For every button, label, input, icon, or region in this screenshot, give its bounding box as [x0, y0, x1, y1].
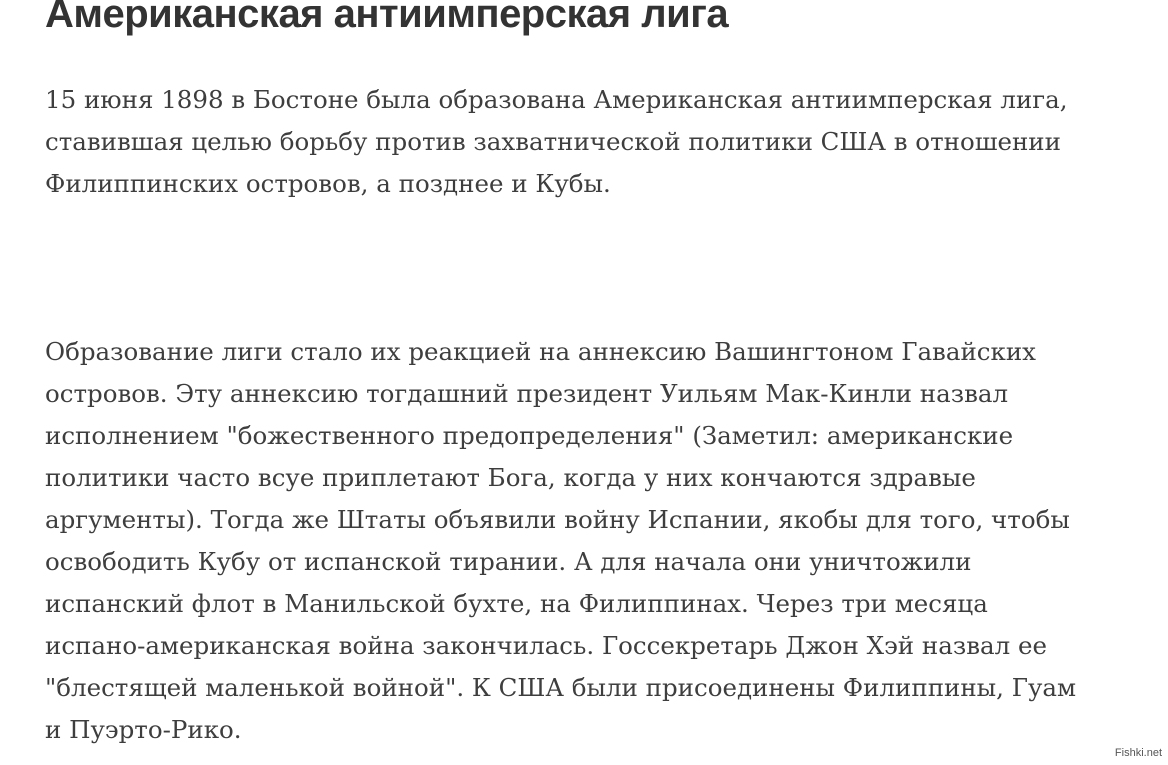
article-title: Американская антиимперская лига — [45, 0, 729, 36]
paragraph-2-line: исполнением "божественного предопределения" (Заметил: американские — [45, 421, 1014, 450]
paragraph-1-line: 15 июня 1898 в Бостоне была образована Американская антиимперская лига, — [45, 85, 1068, 114]
paragraph-2-line: испано-американская война закончилась. Госсекретарь Джон Хэй назвал ее — [45, 631, 1047, 660]
paragraph-2-line: политики часто всуе приплетают Бога, когда у них кончаются здравые — [45, 463, 976, 492]
paragraph-2-line: и Пуэрто-Рико. — [45, 715, 242, 744]
paragraph-2-line: Образование лиги стало их реакцией на аннексию Вашингтоном Гавайских — [45, 337, 1036, 366]
paragraph-2-line: освободить Кубу от испанской тирании. А для начала они уничтожили — [45, 547, 972, 576]
paragraph-1-line: ставившая целью борьбу против захватнической политики США в отношении — [45, 127, 1061, 156]
article — [45, 0, 1160, 744]
paragraph-2-line: аргументы). Тогда же Штаты объявили войну Испании, якобы для того, чтобы — [45, 505, 1070, 534]
paragraph-1-line: Филиппинских островов, а позднее и Кубы. — [45, 169, 611, 198]
paragraph-1 — [45, 79, 1068, 205]
watermark: Fishki.net — [1114, 747, 1162, 759]
paragraph-2-line: испанский флот в Манильской бухте, на Филиппинах. Через три месяца — [45, 589, 988, 618]
paragraph-2-line: "блестящей маленькой войной". К США были присоединены Филиппины, Гуам — [45, 673, 1077, 702]
paragraph-2-line: островов. Эту аннексию тогдашний президент Уильям Мак-Кинли назвал — [45, 379, 1009, 408]
paragraph-2 — [45, 331, 1076, 751]
